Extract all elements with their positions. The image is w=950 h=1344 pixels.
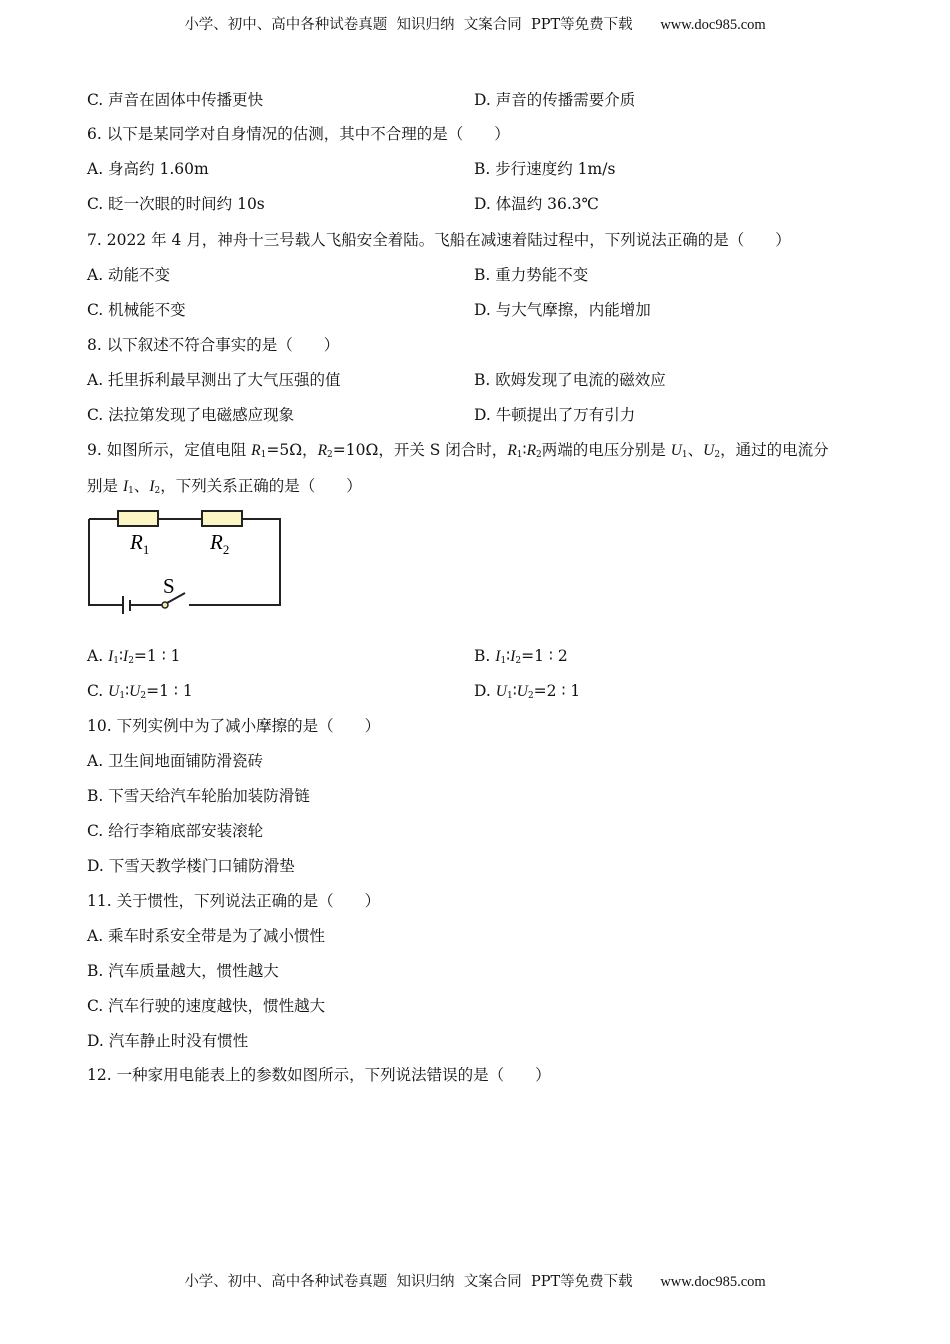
- q10-stem: 10. 下列实例中为了减小摩擦的是（ ）: [87, 717, 381, 735]
- q7-option-b: B. 重力势能不变: [474, 266, 589, 284]
- q7-option-c: C. 机械能不变: [87, 301, 186, 319]
- q11-option-d: D. 汽车静止时没有惯性: [87, 1032, 249, 1050]
- q8-option-b: B. 欧姆发现了电流的磁效应: [474, 371, 666, 389]
- header-url[interactable]: www.doc985.com: [660, 17, 766, 33]
- q6-stem: 6. 以下是某同学对自身情况的估测，其中不合理的是（ ）: [87, 125, 510, 143]
- q11-option-b: B. 汽车质量越大，惯性越大: [87, 962, 279, 980]
- footer-text: 小学、初中、高中各种试卷真题 知识归纳 文案合同 PPT等免费下载: [184, 1274, 633, 1290]
- q8-stem: 8. 以下叙述不符合事实的是（ ）: [87, 336, 340, 354]
- q9-option-c: C. $U_1∶U_2=1$ ∶ 1: [87, 682, 193, 701]
- q9-option-d: D. $U_1∶U_2=2$ ∶ 1: [474, 682, 581, 701]
- q5-option-c: C. 声音在固体中传播更快: [87, 91, 264, 109]
- q6-option-c: C. 眨一次眼的时间约 10s: [87, 195, 265, 213]
- q7-option-d: D. 与大气摩擦，内能增加: [474, 301, 651, 319]
- q11-stem: 11. 关于惯性，下列说法正确的是（ ）: [87, 892, 381, 910]
- q11-option-a: A. 乘车时系安全带是为了减小惯性: [87, 927, 326, 945]
- q10-option-a: A. 卫生间地面铺防滑瓷砖: [87, 752, 264, 770]
- q12-stem: 12. 一种家用电能表上的参数如图所示，下列说法错误的是（ ）: [87, 1066, 551, 1084]
- switch-label: S: [163, 574, 175, 598]
- q5-option-d: D. 声音的传播需要介质: [474, 91, 636, 109]
- q6-option-a: A. 身高约 1.60m: [87, 160, 209, 178]
- footer-url[interactable]: www.doc985.com: [660, 1274, 766, 1290]
- q8-option-a: A. 托里拆利最早测出了大气压强的值: [87, 371, 341, 389]
- q10-option-c: C. 给行李箱底部安装滚轮: [87, 822, 264, 840]
- q9-option-b: B. $I_1∶I_2=1$ ∶ 2: [474, 647, 568, 666]
- q6-option-b: B. 步行速度约 1m/s: [474, 160, 616, 178]
- q9-stem-line1: 9. 如图所示，定值电阻 $R_1=5\Omega$，$R_2=10\Omega$，开关 S 闭合时，$R_1∶R_2$两端的电压分别是 $U_1$、$U_2$，通过的电流分: [87, 441, 829, 460]
- q8-option-c: C. 法拉第发现了电磁感应现象: [87, 406, 295, 424]
- resistor-r2: [202, 511, 242, 526]
- circuit-diagram: [85, 505, 285, 620]
- q8-option-d: D. 牛顿提出了万有引力: [474, 406, 636, 424]
- q7-option-a: A. 动能不变: [87, 266, 171, 284]
- q11-option-c: C. 汽车行驶的速度越快，惯性越大: [87, 997, 326, 1015]
- page-header: [0, 13, 950, 34]
- q9-stem-line2: 别是 $I_1$、$I_2$，下列关系正确的是（ ）: [87, 477, 362, 496]
- r2-label: $R_2$: [210, 530, 230, 557]
- q9-option-a: A. $I_1∶I_2=1$ ∶ 1: [87, 647, 181, 666]
- q6-option-d: D. 体温约 36.3℃: [474, 195, 600, 213]
- resistor-r1: [118, 511, 158, 526]
- r1-label: $R_1$: [130, 530, 150, 557]
- q7-stem: 7. 2022 年 4 月，神舟十三号载人飞船安全着陆。飞船在减速着陆过程中，下列说法正确的是（ ）: [87, 231, 791, 249]
- header-text: 小学、初中、高中各种试卷真题 知识归纳 文案合同 PPT等免费下载: [184, 17, 633, 33]
- q10-option-b: B. 下雪天给汽车轮胎加装防滑链: [87, 787, 310, 805]
- page-footer: [0, 1270, 950, 1291]
- q10-option-d: D. 下雪天教学楼门口铺防滑垫: [87, 857, 295, 875]
